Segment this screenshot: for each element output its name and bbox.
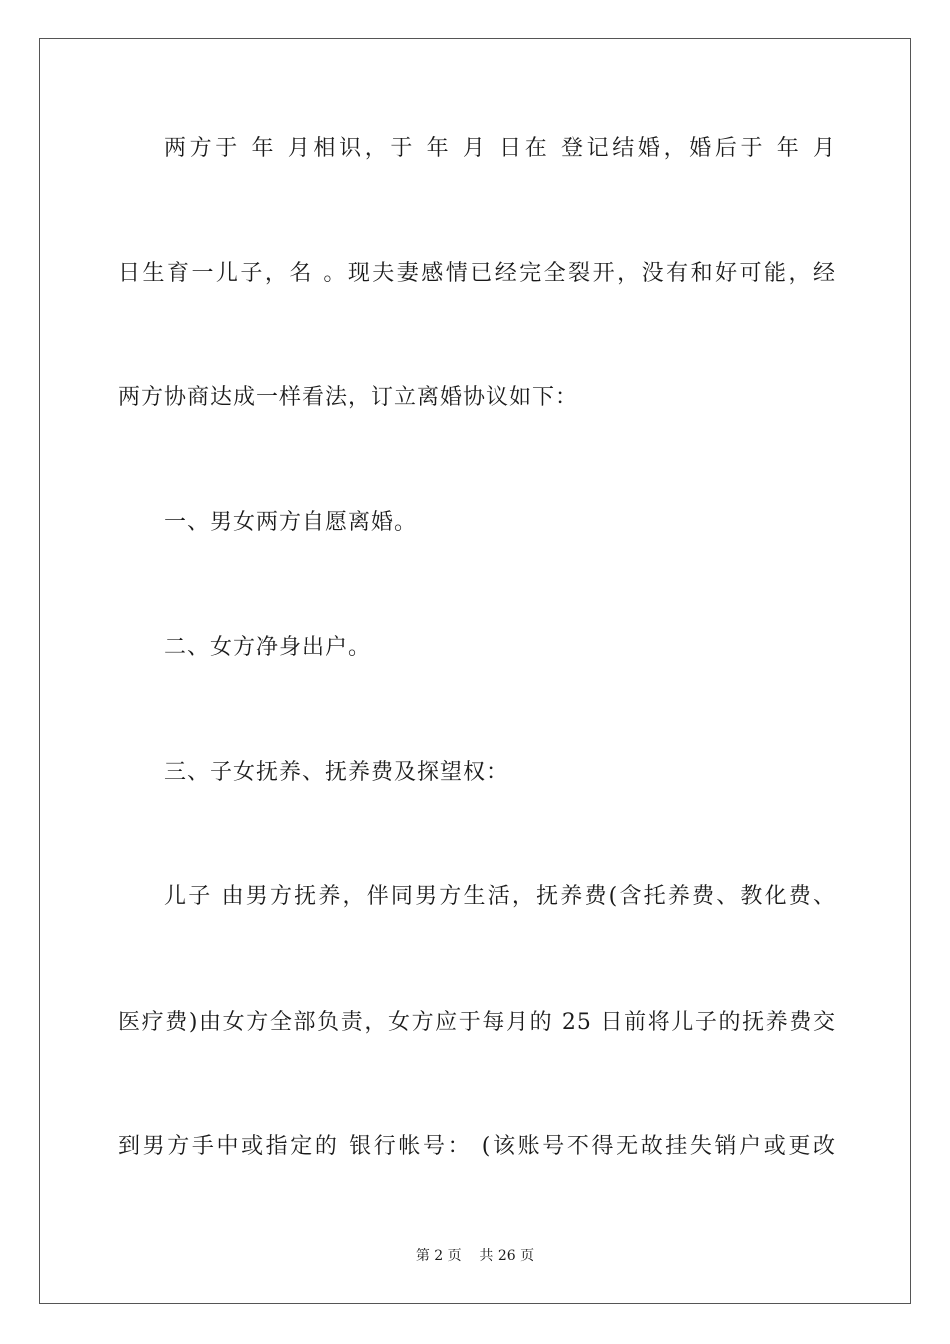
page-number-footer: 第 2 页 共 26 页 <box>415 1248 535 1264</box>
paragraph-line-1: 两方于 年 月相识，于 年 月 日在 登记结婚，婚后于 年 月 <box>164 136 836 161</box>
clause-three-line-2: 医疗费)由女方全部负责，女方应于每月的 25 日前将儿子的抚养费交 <box>118 1010 836 1035</box>
paragraph-line-2: 日生育一儿子，名 。现夫妻感情已经完全裂开，没有和好可能，经 <box>118 261 836 286</box>
clause-three-heading: 三、子女抚养、抚养费及探望权： <box>164 760 510 785</box>
clause-three-line-1: 儿子 由男方抚养，伴同男方生活，抚养费(含托养费、教化费、 <box>164 884 836 909</box>
page-border <box>39 38 911 1304</box>
clause-two: 二、女方净身出户。 <box>164 635 372 660</box>
clause-one: 一、男女两方自愿离婚。 <box>164 510 418 535</box>
clause-three-line-3: 到男方手中或指定的 银行帐号： (该账号不得无故挂失销户或更改 <box>118 1134 836 1159</box>
paragraph-line-3: 两方协商达成一样看法，订立离婚协议如下： <box>118 385 579 410</box>
